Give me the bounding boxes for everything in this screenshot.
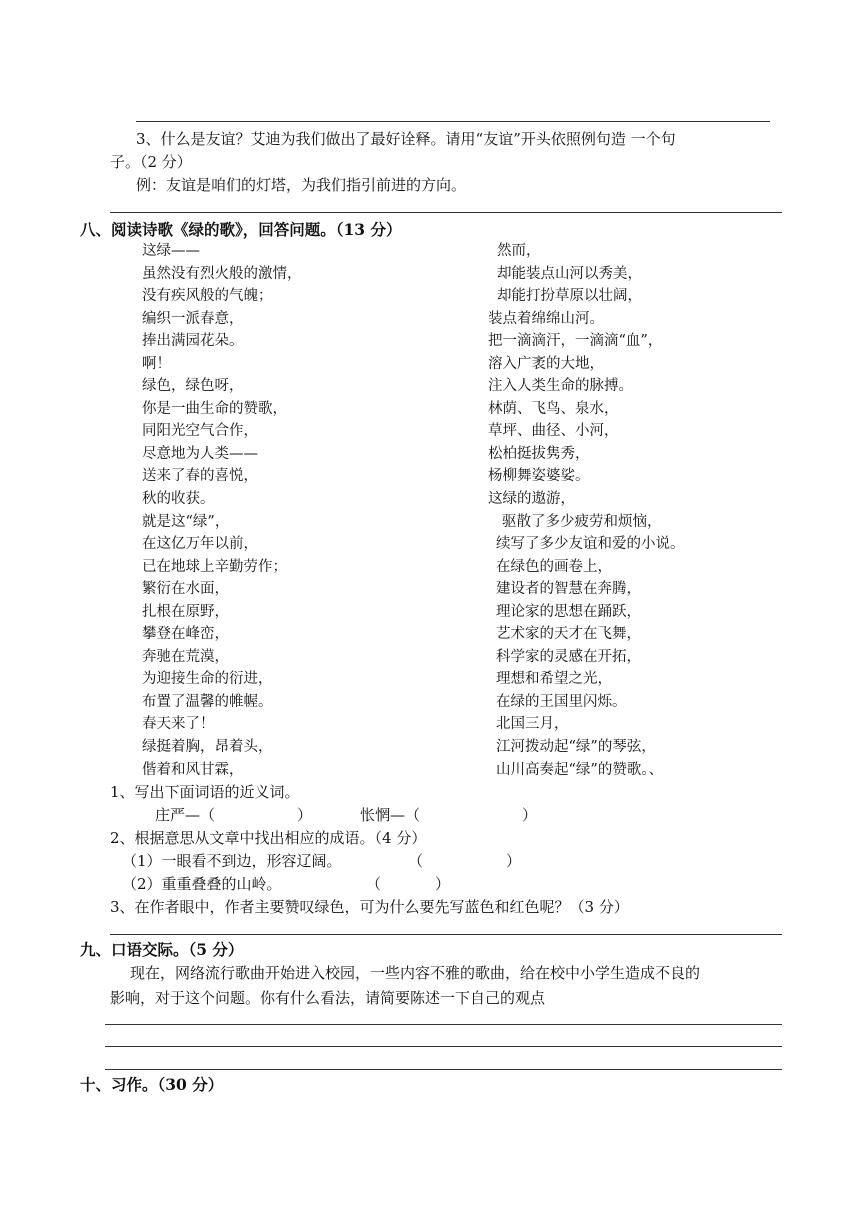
poem-line: 在这亿万年以前， [142,536,258,553]
poem-line: 溶入广袤的大地， [488,355,604,372]
poem-line: 却能打扮草原以壮阔， [497,288,642,305]
poem-line: 攀登在峰峦， [142,626,229,643]
q1-synonym-item-1-close: ） [297,806,313,824]
section9-text-line1: 现在，网络流行歌曲开始进入校园，一些内容不雅的歌曲，给在校中小学生造成不良的 [130,964,701,982]
q2-item-2-paren-open: （ [366,875,382,893]
question-3: 3、在作者眼中，作者主要赞叹绿色，可为什么要先写蓝色和红色呢？（3 分） [110,898,629,916]
poem-line: 驱散了多少疲劳和烦恼， [502,513,662,530]
poem-right-column [488,240,685,781]
poem-line: 尽意地为人类—— [142,445,258,462]
q2-item-1-paren-open: （ [408,852,424,870]
section9-text-line2: 影响，对于这个问题。你有什么看法，请简要陈述一下自己的观点 [110,989,546,1007]
poem-line: 却能装点山河以秀美， [497,265,642,282]
poem-line: 理论家的思想在踊跃， [496,603,641,620]
poem-line: 然而， [497,243,541,259]
poem-line: 艺术家的天才在飞舞， [496,626,641,643]
poem-line: 松柏挺拔隽秀， [488,445,590,462]
poem-line: 续写了多少友谊和爱的小说。 [496,536,685,553]
poem-line: 科学家的灵感在开拓， [496,648,641,665]
q2-item-2: （2）重重叠叠的山岭。 [122,875,282,893]
poem-line: 编织一派春意， [142,310,244,327]
poem-line: 繁衍在水面， [142,581,229,598]
poem-line: 装点着绵绵山河。 [488,310,604,327]
poem-line: 草坪、曲径、小河， [488,423,619,440]
poem-line: 建设者的智慧在奔腾， [496,581,641,598]
section10-heading: 十、习作。（30 分） [80,1075,224,1094]
q2-item-2-paren-close: ） [435,875,451,893]
q3-example: 例：友谊是咱们的灯塔，为我们指引前进的方向。 [136,176,467,194]
poem-line: 在绿的王国里闪烁。 [496,693,627,710]
poem-line: 扎根在原野， [142,603,229,620]
poem-line: 没有疾风般的气魄； [142,288,273,305]
answer-line [110,212,782,213]
poem-line: 把一滴滴汗，一滴滴“血”， [488,333,663,350]
poem-left-column [142,240,302,781]
answer-line [136,121,770,122]
poem-line: 春天来了！ [142,716,215,733]
poem-line: 北国三月， [496,716,569,733]
poem-line: 杨柳舞姿婆娑。 [488,468,590,485]
poem-line: 偕着和风甘霖， [142,761,244,778]
q2-item-1: （1）一眼看不到边，形容辽阔。 [122,852,342,870]
poem-line: 绿色，绿色呀， [142,378,244,395]
poem-line: 在绿色的画卷上， [496,558,612,575]
poem-line: 这绿—— [142,243,200,259]
poem-line: 已在地球上辛勤劳作； [142,558,287,575]
answer-line [110,934,782,935]
poem-line: 注入人类生命的脉搏。 [488,378,633,395]
poem-line: 送来了春的喜悦， [142,468,258,485]
question-2: 2、根据意思从文章中找出相应的成语。（4 分） [110,829,427,847]
poem-line: 奔驰在荒漠， [142,648,229,665]
poem-line: 同阳光空气合作， [142,423,258,440]
poem-line: 江河拨动起“绿”的琴弦， [496,739,656,756]
poem-line: 啊！ [142,355,171,372]
q1-synonym-item-2: 怅惘—（ [360,806,421,824]
poem-line: 秋的收获。 [142,491,215,508]
poem-line: 就是这“绿”， [142,513,230,530]
question-1: 1、写出下面词语的近义词。 [110,783,300,801]
poem-line: 这绿的遨游， [488,491,575,508]
q1-synonym-item-2-close: ） [522,806,538,824]
q3-text-line2: 子。（2 分） [110,153,192,171]
answer-line [105,1024,782,1025]
q2-item-1-paren-close: ） [506,852,522,870]
poem-line: 为迎接生命的衍进， [142,671,273,688]
poem-line: 绿挺着胸，昂着头， [142,739,273,756]
poem-line: 捧出满园花朵。 [142,333,244,350]
section8-heading: 八、阅读诗歌《绿的歌》，回答问题。（13 分） [80,220,402,239]
q3-text-line1: 3、什么是友谊？艾迪为我们做出了最好诠释。请用“友谊”开头依照例句造 一个句 [136,130,676,148]
poem-line: 你是一曲生命的赞歌， [142,400,287,417]
q1-synonym-item-1: 庄严—（ [155,806,216,824]
answer-line [105,1069,782,1070]
poem-line: 虽然没有烈火般的激情， [142,265,302,282]
poem-line: 布置了温馨的帷幄。 [142,693,273,710]
answer-line [105,1046,782,1047]
section9-heading: 九、口语交际。（5 分） [80,940,244,959]
poem-line: 理想和希望之光， [496,671,612,688]
poem-line: 林荫、飞鸟、泉水， [488,400,619,417]
poem-line: 山川高奏起“绿”的赞歌。、 [496,761,664,778]
